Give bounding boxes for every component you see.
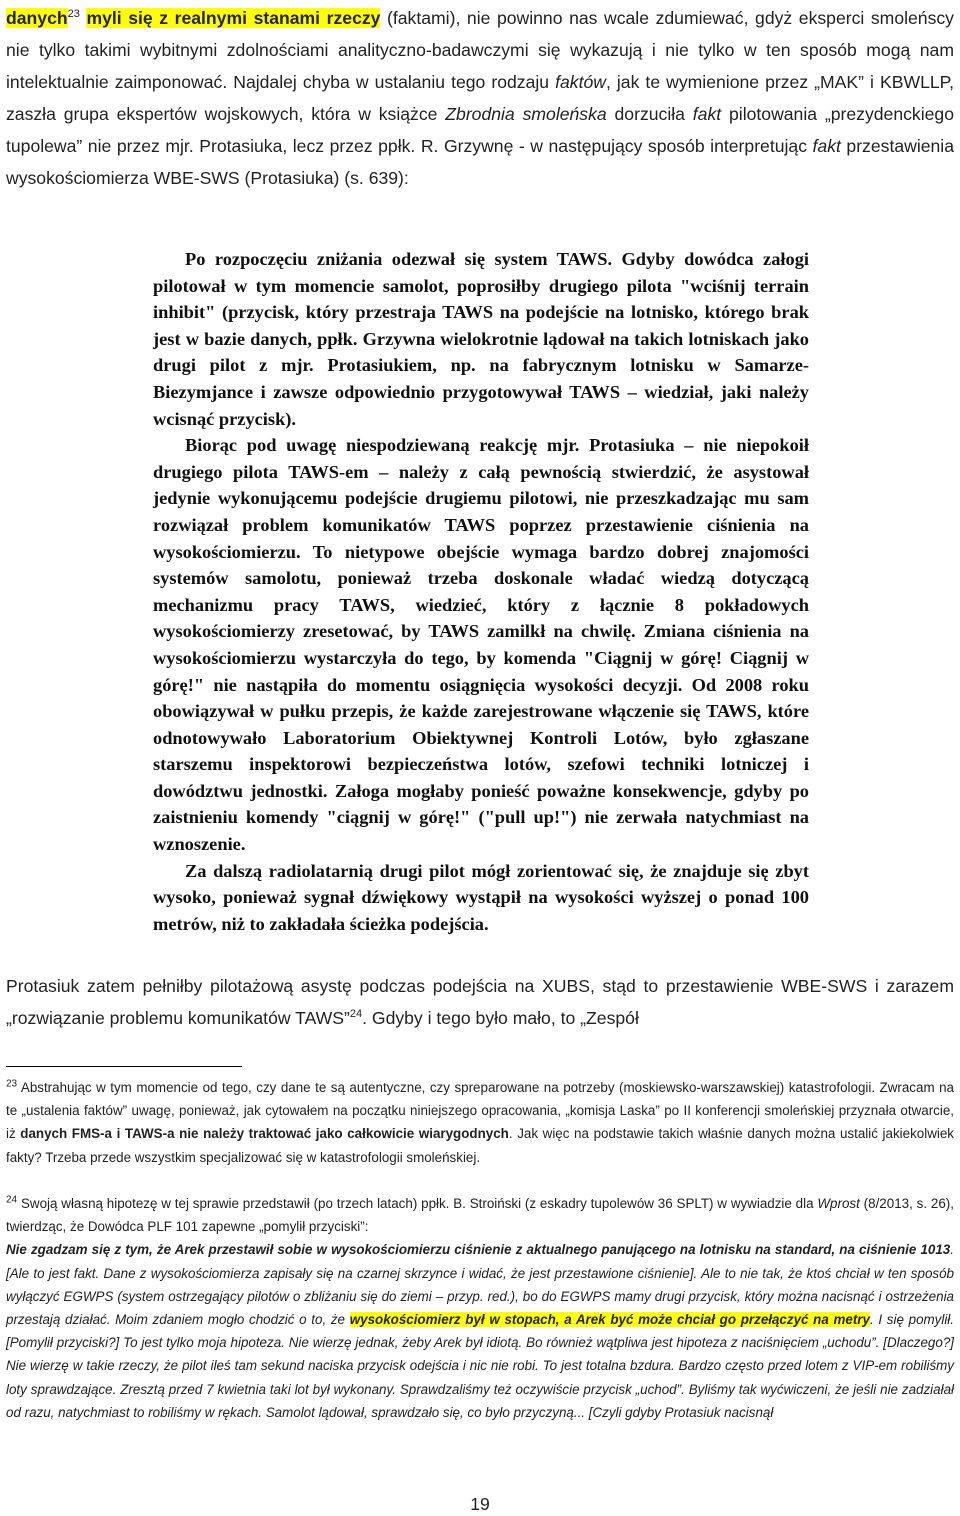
footnote-italic-text: . [Ale to jest fakt. Dane z wysokościomierza zapisały się na czarnej skrzynce i widać, że jest przestawione ciśnienie]. Ale to nie tak, że ktoś chciał w ten sposób wyłączyć EGWPS (system ostrzegający pilotów o zbliżaniu się do ziemi – przyp. red.), bo do EGWPS mamy drugi przycisk, który można nacisnąć i ostrzeżenia przestają działać. Moim zdaniem mogło chodzić o to, że — [6, 1242, 954, 1328]
quote-paragraph-1: Po rozpoczęciu zniżania odezwał się system TAWS. Gdyby dowódca załogi pilotował w tym momencie samolot, poprosiłby drugiego pilota "wciśnij terrain inhibit" (przycisk, który przestraja TAWS na podejście na lotnisko, którego brak jest w bazie danych, ppłk. Grzywna wielokrotnie lądował na takich lotniskach jako drugi pilot z mjr. Protasiukiem, np. na fabrycznym lotnisku w Samarze-Biezymjance i zawsze odpowiednio przygotowywał TAWS – wiedział, jaki należy wcisnąć przycisk). — [153, 249, 809, 429]
paragraph-text: (faktami), nie powinno nas wcale zdumiewać, gdyż eksperci smoleńscy nie tylko takimi wybitnymi zdolnościami analityczno-badawczymi się wykazują i nie tylko w ten sposób mogą nam intelektualnie zaimponować. Najdalej chyba w ustalaniu tego rodzaju — [6, 8, 954, 92]
footnote-text: . Jak więc na podstawie takich właśnie danych można ustalić jakiekolwiek fakty? Trzeba przede wszystkim specjalizować się w katastrofologii smoleńskiej. — [6, 1126, 954, 1165]
footnote-text: Abstrahując w tym momencie od tego, czy dane te są autentyczne, czy spreparowane na potrzeby (moskiewsko-warszawskiej) katastrofologii. Zwracam na te „ustalenia faktów” uwagę, ponieważ, jak cytowałem na początku niniejszego opracowania, „komisja Laska” po II konferencji smoleńskiej przyznała otwarcie, iż — [6, 1080, 954, 1142]
italic-text: faktów — [555, 72, 606, 92]
highlight-stopy-metry: wysokościomierz był w stopach, a Arek być może chciał go przełączyć na metry — [349, 1312, 870, 1328]
paragraph-text: , jak te wymienione przez „MAK” i KBWLLP, zaszła grupa ekspertów wojskowych, która w książce — [6, 72, 954, 124]
footnote-text: Swoją własną hipotezę w tej sprawie przedstawił (po trzech latach) ppłk. B. Stroiński (z eskadry tupolewów 36 SPLT) w wywiadzie dla — [17, 1196, 818, 1211]
italic-text: fakt — [692, 104, 722, 124]
footnote-bold-italic-text: Nie zgadzam się z tym, że Arek przestawił sobie w wysokościomierzu ciśnienie z aktualnego panującego na lotnisku na standard, na ciśnienie 1013 — [6, 1242, 951, 1258]
footnote-ref-24[interactable]: 24 — [349, 1008, 363, 1021]
footnote-separator — [6, 1066, 242, 1067]
quote-paragraph-3: Za dalszą radiolatarnią drugi pilot mógł zorientować się, że znajduje się zbyt wysoko, ponieważ sygnał dźwiękowy wystąpił na wysokości wyższej o ponad 100 metrów, niż to zakładała ścieżka podejścia. — [153, 860, 809, 934]
book-title: Zbrodnia smoleńska — [445, 104, 607, 124]
footnote-23 — [6, 1076, 954, 1169]
footnote-number: 24 — [6, 1194, 18, 1206]
paragraph-text: przestawienia wysokościomierza WBE-SWS (Protasiuka) (s. 639): — [6, 136, 954, 188]
italic-text: fakt — [812, 136, 841, 156]
footnote-bold-text: danych FMS-a i TAWS-a nie należy traktować jako całkowicie wiarygodnych — [20, 1126, 509, 1142]
paragraph-text: Protasiuk zatem pełniłby pilotażową asystę podczas podejścia na XUBS, stąd to przestawienie WBE-SWS i zarazem „rozwiązanie problemu komunikatów TAWS” — [6, 976, 954, 1028]
page-number: 19 — [470, 1494, 490, 1514]
footnote-text: (8/2013, s. 26), twierdząc, że Dowódca PLF 101 zapewne „pomylił przyciski”: — [6, 1196, 954, 1235]
highlight-myli-sie: myli się z realnymi stanami rzeczy — [86, 8, 381, 28]
top-paragraph — [6, 2, 954, 194]
footnote-ref-23[interactable]: 23 — [67, 8, 80, 21]
footnote-24 — [6, 1192, 954, 1424]
quoted-excerpt — [153, 246, 809, 937]
paragraph-text: pilotowania „prezydenckiego tupolewa” nie przez mjr. Protasiuka, lecz przez ppłk. R. Grzywnę - w następujący sposób interpretując — [6, 104, 954, 156]
footnote-number: 23 — [6, 1078, 18, 1090]
paragraph-text: . Gdyby i tego było mało, to „Zespół — [362, 1008, 639, 1028]
quote-paragraph-2: Biorąc pod uwagę niespodziewaną reakcję mjr. Protasiuka – nie niepokoił drugiego pilota TAWS-em – należy z całą pewnością stwierdzić, że asystował jedynie wykonującemu podejście drugiemu pilotowi, nie przeszkadzając mu sam rozwiązał problem komunikatów TAWS poprzez przestawienie ciśnienia na wysokościomierzu. To nietypowe obejście wymaga bardzo dobrej znajomości systemów samolotu, ponieważ trzeba doskonale władać wiedzą dotyczącą mechanizmu pracy TAWS, wiedzieć, który z łącznie 8 pokładowych wysokościomierzy zresetować, by TAWS zamilkł na chwilę. Zmiana ciśnienia na wysokościomierzu wystarczyła do tego, by komenda "Ciągnij w górę! Ciągnij w górę!" nie nastąpiła do momentu osiągnięcia wysokości decyzji. Od 2008 roku obowiązywał w pułku przepis, że każde zarejestrowane włączenie się TAWS, które odnotowywało Laboratorium Obiektywnej Kontroli Lotów, było zgłaszane starszemu inspektorowi bezpieczeństwa lotów, szefowi techniki lotniczej i dowództwu jednostki. Załoga mogłaby ponieść poważne konsekwencje, gdyby po zaistnieniu komendy "ciągnij w górę!" ("pull up!") nie zerwała natychmiast na wznoszenie. — [153, 435, 809, 855]
paragraph-text: dorzuciła — [606, 104, 693, 124]
magazine-title: Wprost — [817, 1196, 860, 1211]
after-quote-paragraph — [6, 970, 954, 1034]
highlight-danych: danych — [6, 8, 68, 28]
footnote-italic-text: . I się pomylił. [Pomylił przyciski?] To jest tylko moja hipoteza. Nie wierzę jednak, żeby Arek był idiotą. Bo również wątpliwa jest hipoteza z naciśnięciem „uchodu”. [Dlaczego?] Nie wierzę w takie rzeczy, że pilot ileś tam sekund naciska przycisk odejścia i nic nie robi. To jest totalna bzdura. Bardzo często przed lotem z VIP-em robiliśmy loty sprawdzające. Zresztą przed 7 kwietnia taki lot był wykonany. Sprawdzaliśmy też oczywiście przycisk „uchod”. Byliśmy tak wyćwiczeni, że jeśli nie zadziałał od razu, natychmiast to robiliśmy w rękach. Samolot lądował, sprawdzało się, co było przyczyną... [Czyli gdyby Protasiuk nacisnął — [6, 1312, 955, 1420]
